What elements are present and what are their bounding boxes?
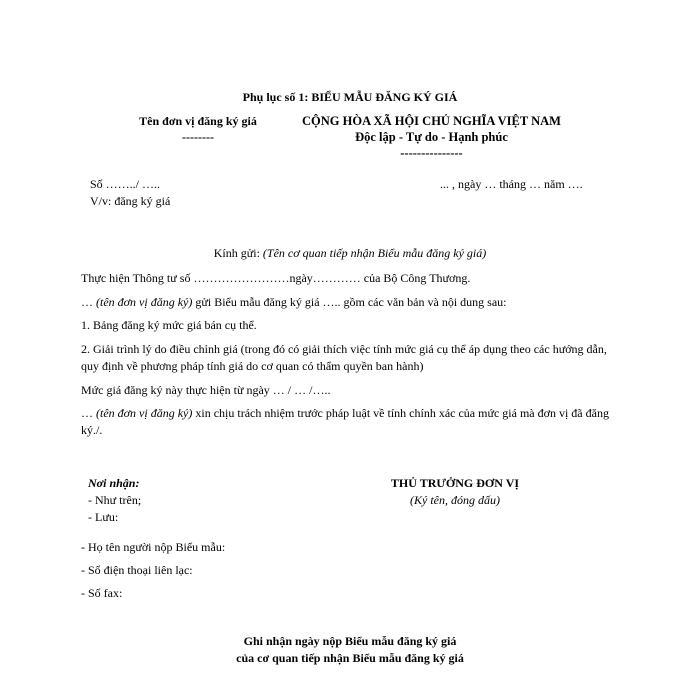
date-line: ... , ngày … tháng … năm …. (440, 177, 583, 191)
recipients-title: Nơi nhận: (88, 476, 140, 490)
unit-placeholder: (tên đơn vị đăng ký) (96, 295, 193, 309)
body-paragraph-6: … (tên đơn vị đăng ký) xin chịu trách nhiệm trước pháp luật về tính chính xác của mức giá mà đơn vị đã đăng ký./. (81, 406, 609, 437)
signature-note: (Ký tên, đóng dấu) (410, 493, 500, 507)
footer-line-1: Ghi nhận ngày nộp Biểu mẫu đăng ký giá (243, 634, 457, 648)
recipient-item: - Như trên; (88, 493, 142, 507)
unit-placeholder: (tên đơn vị đăng ký) (96, 406, 193, 420)
submitter-fax: - Số fax: (81, 586, 123, 600)
submitter-phone: - Số điện thoại liên lạc: (81, 563, 193, 577)
body-paragraph-3: 1. Bảng đăng ký mức giá bán cụ thể. (81, 318, 257, 332)
nation-block (290, 113, 573, 161)
recipient-item: - Lưu: (88, 510, 119, 524)
nation-motto: Độc lập - Tự do - Hạnh phúc (355, 130, 508, 144)
recipient-prefix: Kính gửi: (213, 246, 263, 260)
subject-line: V/v: đăng ký giá (90, 194, 171, 208)
recipients-block (88, 475, 141, 526)
footer-block (0, 633, 700, 667)
appendix-title: Phụ lục số 1: BIỂU MẪU ĐĂNG KÝ GIÁ (242, 90, 458, 104)
unit-block (108, 113, 288, 145)
body-paragraph-5: Mức giá đăng ký này thực hiện từ ngày … / … /….. (81, 383, 331, 397)
recipient-placeholder: (Tên cơ quan tiếp nhận Biểu mẫu đăng ký giá) (262, 246, 487, 260)
body-paragraph-1: Thực hiện Thông tư số ……………………ngày………… của Bộ Công Thương. (81, 271, 471, 285)
body-paragraph-4: 2. Giải trình lý do điều chỉnh giá (trong đó có giải thích việc tính mức giá cụ thể áp dụng theo các hướng dẫn, quy định về phương pháp tính giá do cơ quan có thẩm quyền ban hành) (81, 342, 607, 373)
nation-title: CỘNG HÒA XÃ HỘI CHỦ NGHĨA VIỆT NAM (302, 114, 561, 128)
unit-dashes: -------- (182, 130, 214, 144)
body-paragraph-2: … (tên đơn vị đăng ký) gửi Biểu mẫu đăng ký giá ….. gồm các văn bản và nội dung sau: (81, 295, 507, 309)
unit-name: Tên đơn vị đăng ký giá (139, 114, 257, 128)
footer-line-2: của cơ quan tiếp nhận Biểu mẫu đăng ký giá (236, 651, 464, 665)
signature-title: THỦ TRƯỞNG ĐƠN VỊ (390, 476, 520, 490)
recipient-line (0, 246, 700, 261)
motto-dashes: --------------- (400, 146, 463, 160)
signature-block (355, 475, 555, 509)
submitter-name: - Họ tên người nộp Biểu mẫu: (81, 540, 226, 554)
document-number: Số ……../ ….. (90, 177, 161, 191)
